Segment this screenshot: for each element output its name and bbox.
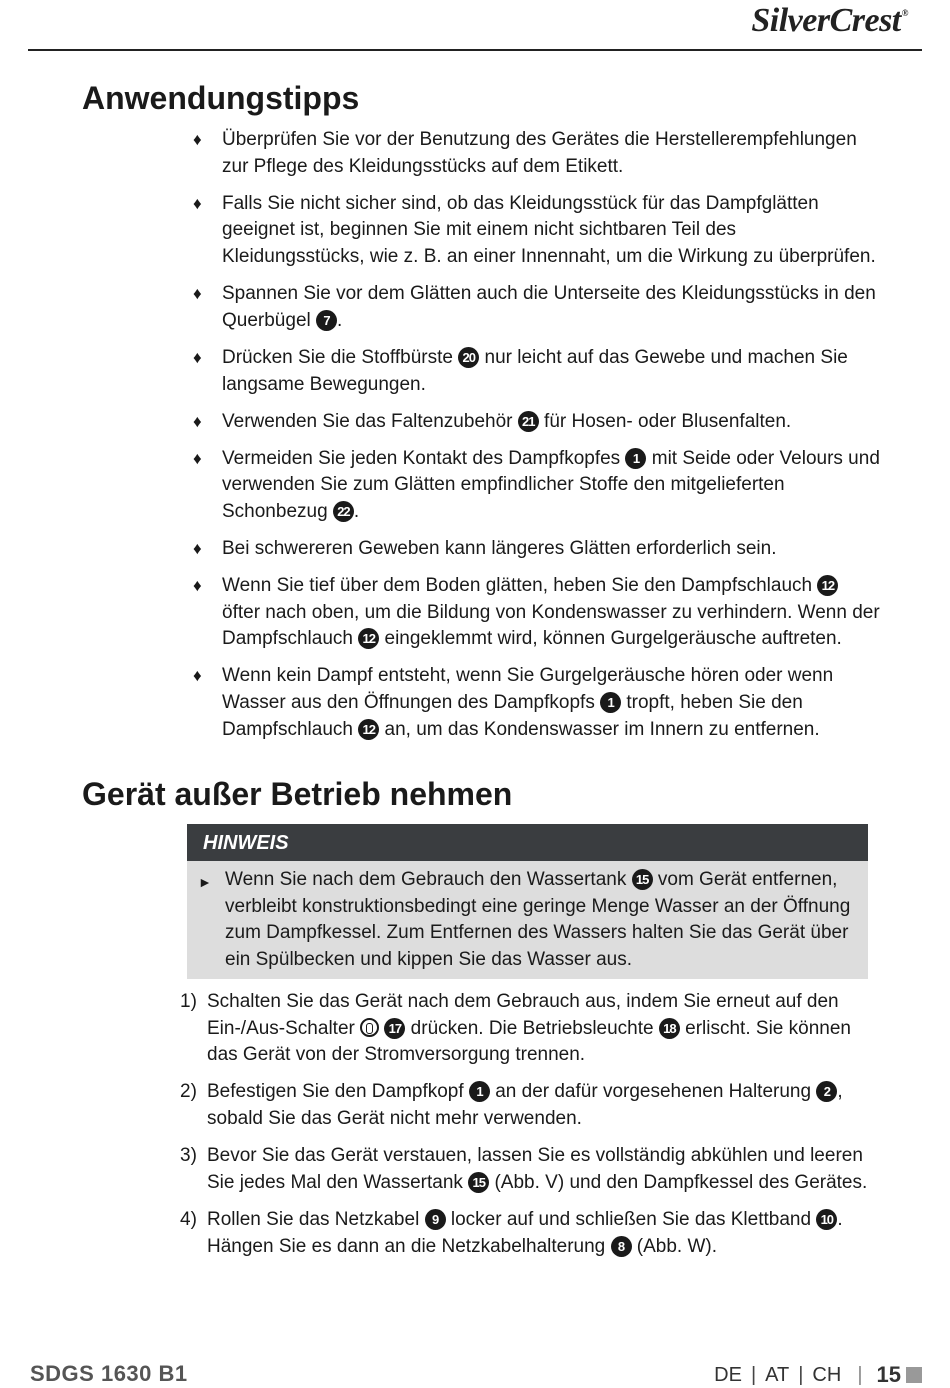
part-number-badge: 1 xyxy=(469,1081,490,1102)
lang-ch: CH xyxy=(812,1363,842,1386)
diamond-bullet-icon: ♦ xyxy=(193,575,202,595)
tip-item xyxy=(190,345,880,398)
text-run: , sobald Sie das Gerät nicht mehr verwenden. xyxy=(207,1081,843,1130)
text-run: Drücken Sie die Stoffbürste xyxy=(222,346,459,368)
step-item xyxy=(180,1207,880,1260)
tip-item xyxy=(190,281,880,334)
step-number: 4) xyxy=(180,1208,197,1230)
part-number-badge: 18 xyxy=(659,1018,680,1039)
text-run: . xyxy=(353,500,360,522)
page-number: 15 xyxy=(876,1362,901,1387)
tip-item xyxy=(190,191,880,271)
note-box xyxy=(187,824,868,979)
lang-at: AT xyxy=(765,1363,790,1386)
text-run: (Abb. W). xyxy=(631,1235,718,1257)
text-run: erlischt. Sie können das Gerät von der Stromversorgung trennen. xyxy=(207,1017,851,1066)
steps-list xyxy=(180,989,880,1271)
part-number-badge: 22 xyxy=(333,501,354,522)
arrow-icon: ► xyxy=(198,874,212,890)
text-run: Vermeiden Sie jeden Kontakt des Dampfkopfes xyxy=(222,447,626,469)
text-run: Befestigen Sie den Dampfkopf xyxy=(207,1081,469,1103)
diamond-bullet-icon: ♦ xyxy=(193,284,202,304)
part-number-badge: 12 xyxy=(358,719,379,740)
page-header xyxy=(28,0,922,51)
text-run: für Hosen- oder Blusenfalten. xyxy=(538,410,792,432)
part-number-badge: 9 xyxy=(425,1209,446,1230)
tip-item xyxy=(190,536,880,563)
step-number: 3) xyxy=(180,1145,197,1167)
tip-item xyxy=(190,573,880,653)
text-run: Wenn Sie nach dem Gebrauch den Wassertank xyxy=(225,869,632,890)
part-number-badge: 12 xyxy=(817,575,838,596)
diamond-bullet-icon: ♦ xyxy=(193,193,202,213)
text-run: (Abb. V) und den Dampfkessel des Gerätes. xyxy=(489,1171,868,1193)
step-number: 2) xyxy=(180,1081,197,1103)
lang-de: DE xyxy=(714,1363,742,1386)
diamond-bullet-icon: ♦ xyxy=(193,538,202,558)
text-run: mit Seide oder Velours und verwenden Sie zum Glätten empfindlicher Stoffe den mitgelieferten Schonbezug xyxy=(222,447,880,522)
step-item xyxy=(180,1079,880,1132)
tip-item xyxy=(190,127,880,180)
step-number: 1) xyxy=(180,991,197,1012)
step-item xyxy=(180,989,880,1069)
part-number-badge: 2 xyxy=(816,1081,837,1102)
part-number-badge: 15 xyxy=(632,869,653,890)
text-run: Wenn kein Dampf entsteht, wenn Sie Gurgelgeräusche hören oder wenn Wasser aus den Öffnungen des Dampfkopfs xyxy=(222,665,834,714)
tip-item xyxy=(190,409,880,436)
part-number-badge: 1 xyxy=(625,448,646,469)
diamond-bullet-icon: ♦ xyxy=(193,130,202,149)
text-run: Wenn Sie tief über dem Boden glätten, heben Sie den Dampfschlauch xyxy=(222,574,818,596)
text-run: an, um das Kondenswasser im Innern zu entfernen. xyxy=(379,718,820,740)
part-number-badge: 15 xyxy=(468,1172,489,1193)
part-number-badge: 1 xyxy=(600,692,621,713)
part-number-badge: 7 xyxy=(316,310,337,331)
page-marker-icon xyxy=(906,1367,922,1383)
diamond-bullet-icon: ♦ xyxy=(193,666,202,686)
text-run: Falls Sie nicht sicher sind, ob das Kleidungsstück für das Dampfglätten geeignet ist, beginnen Sie mit einem nicht sichtbaren Teil des Kleidungsstücks, wie z. B. an einer Innennaht, um die Wirkung zu überprüfen. xyxy=(222,192,876,268)
diamond-bullet-icon: ♦ xyxy=(193,347,202,367)
brand-logo: SilverCrest® xyxy=(751,2,908,39)
text-run: drücken. Die Betriebsleuchte xyxy=(405,1017,659,1039)
text-run: eingeklemmt wird, können Gurgelgeräusche auftreten. xyxy=(379,628,842,650)
tip-item xyxy=(190,446,880,526)
text-run: Verwenden Sie das Faltenzubehör xyxy=(222,410,518,432)
part-number-badge: 21 xyxy=(518,411,539,432)
note-text xyxy=(187,861,868,974)
step-item xyxy=(180,1143,880,1196)
text-run: Spannen Sie vor dem Glätten auch die Unterseite des Kleidungsstücks in den Querbügel xyxy=(222,283,876,331)
text-run: an der dafür vorgesehenen Halterung xyxy=(489,1081,817,1103)
text-run: nur leicht auf das Gewebe und machen Sie langsame Bewegungen. xyxy=(222,346,848,395)
text-run: Überprüfen Sie vor der Benutzung des Gerätes die Herstellerempfehlungen zur Pflege des Kleidungsstücks auf dem Etikett. xyxy=(222,129,857,177)
text-run: tropft, heben Sie den Dampfschlauch xyxy=(222,692,803,740)
section-title-shutdown: Gerät außer Betrieb nehmen xyxy=(82,776,513,812)
tip-item xyxy=(190,663,880,743)
model-number: SDGS 1630 B1 xyxy=(30,1361,188,1386)
diamond-bullet-icon: ♦ xyxy=(193,411,202,431)
text-run: Rollen Sie das Netzkabel xyxy=(207,1208,425,1230)
text-run: . Hängen Sie es dann an die Netzkabelhalterung xyxy=(207,1208,843,1257)
text-run: locker auf und schließen Sie das Klettband xyxy=(445,1208,817,1230)
text-run: Schalten Sie das Gerät nach dem Gebrauch aus, indem Sie erneut auf den Ein-/Aus-Schalter xyxy=(207,991,839,1039)
part-number-badge: 17 xyxy=(384,1018,405,1039)
part-number-badge: 20 xyxy=(458,347,479,368)
text-run: . xyxy=(337,309,343,331)
text-run: vom Gerät entfernen, verbleibt konstruktionsbedingt eine geringe Menge Wasser an der Öffnung zum Dampfkessel. Zum Entfernen des Wassers halten Sie das Gerät über ein Spülbecken und kippen Sie das Wasser aus. xyxy=(225,869,851,971)
section-title-tips: Anwendungstipps xyxy=(82,80,360,116)
tips-list xyxy=(190,127,880,754)
part-number-badge: 8 xyxy=(611,1236,632,1257)
text-run: Bei schwereren Geweben kann längeres Glätten erforderlich sein. xyxy=(222,537,777,559)
part-number-badge: 12 xyxy=(358,628,379,649)
note-label: HINWEIS xyxy=(187,824,868,861)
text-run: Bevor Sie das Gerät verstauen, lassen Sie es vollständig abkühlen und leeren Sie jedes Mal den Wassertank xyxy=(207,1145,863,1193)
power-switch-icon xyxy=(360,1018,379,1037)
diamond-bullet-icon: ♦ xyxy=(193,448,202,468)
footer-pagination: DE | AT | CH | 15 xyxy=(714,1362,922,1388)
text-run: öfter nach oben, um die Bildung von Kondenswasser zu verhindern. Wenn der Dampfschlauch xyxy=(222,601,880,650)
part-number-badge: 10 xyxy=(816,1209,837,1230)
